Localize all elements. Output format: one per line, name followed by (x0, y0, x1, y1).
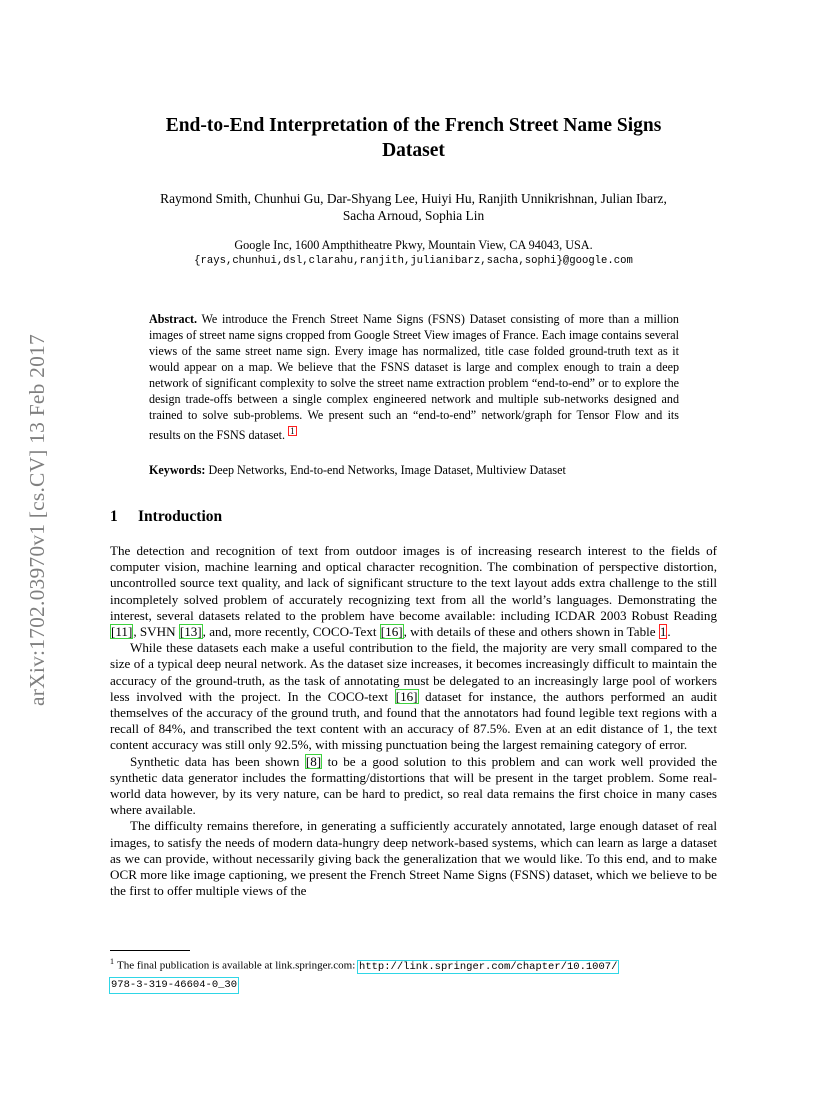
springer-url-link-part1[interactable]: http://link.springer.com/chapter/10.1007/ (359, 960, 618, 973)
authors-line-1: Raymond Smith, Chunhui Gu, Dar-Shyang Lee, Huiyi Hu, Ranjith Unnikrishnan, Julian Ibarz, (160, 191, 667, 206)
section-title: Introduction (138, 508, 223, 525)
footnote (110, 954, 720, 993)
p3-text-b: to be a good solution to this problem and can work well provided the synthetic data generator includes the formatting/distortions that will be present in the target problem. Some real-world data however, by its very nature, can be hard to predict, so real data remains the first choice in many cases where available. (110, 753, 718, 818)
footnote-text: The final publication is available at link.springer.com: (117, 959, 359, 972)
paper-title (100, 113, 727, 163)
abstract-footnote-link[interactable]: 1 (290, 426, 295, 436)
arxiv-sidebar (20, 290, 54, 750)
citation-link-11[interactable]: [11] (111, 624, 133, 640)
section-number: 1 (110, 508, 118, 525)
paragraph-4: The difficulty remains therefore, in generating a sufficiently accurately annotated, large enough dataset of real images, to satisfy the needs of modern data-hungry deep network-based systems, which can learn as large a dataset as we can provide, without necessarily giving back the generalization that we would like. To this end, and to make OCR more like image captioning, we present the French Street Name Signs (FSNS) dataset, which we believe to be the first to offer multiple views of the (110, 818, 717, 899)
citation-link-13[interactable]: [13] (179, 624, 202, 640)
footnote-divider (110, 950, 190, 951)
p1-text-b: , SVHN (133, 624, 179, 640)
citation-link-16[interactable]: [16] (380, 624, 403, 640)
abstract-label: Abstract. (149, 312, 198, 326)
p1-text-a: The detection and recognition of text from outdoor images is of increasing research interest to the fields of computer vision, machine learning and optical character recognition. The combination of perspective distortion, uncontrolled source text quality, and lack of significant structure to the text layout adds extra challenge to the still incompletely solved problem of accurately recognizing text from all the world’s languages. Demonstrating the interest, several datasets related to the problem have become available: including ICDAR 2003 Robust Reading (110, 543, 717, 623)
keywords (149, 462, 679, 478)
p2-text-b: dataset for instance, the authors performed an audit themselves of the accuracy of the ground truth, and found that the annotators had found legible text regions with a recall of 84%, and transcribed the text content with an accuracy of 87.5%. Even at an edit distance of 1, the text content accuracy was still only 92.5%, with missing punctuation being the largest remaining category of error. (110, 688, 717, 753)
p3-text-a: Synthetic data has been shown (130, 753, 305, 769)
title-line-1: End-to-End Interpretation of the French Street Name Signs (165, 115, 662, 136)
body-text (110, 543, 717, 899)
affiliation-block (100, 237, 727, 269)
springer-url-link-part2[interactable]: 978-3-319-46604-0_30 (111, 978, 238, 991)
table-ref-link[interactable]: 1 (659, 624, 667, 640)
p1-text-c: , and, more recently, COCO-Text (202, 624, 380, 640)
p1-text-e: . (667, 624, 671, 640)
title-line-2: Dataset (382, 140, 445, 161)
p2-text-a: While these datasets each make a useful contribution to the field, the majority are very small compared to the size of a typical deep neural network. As the dataset size increases, it becomes increasingly difficult to maintain the accuracy of the ground-truth, as the task of annotating must be delegated to an increasingly large pool of workers less involved with the project. In the COCO-text (110, 640, 717, 704)
arxiv-identifier: arXiv:1702.03970v1 [cs.CV] 13 Feb 2017 (25, 334, 49, 706)
paragraph-2 (110, 640, 717, 753)
citation-link-8[interactable]: [8] (305, 753, 322, 769)
affiliation: Google Inc, 1600 Ampthitheatre Pkwy, Mountain View, CA 94043, USA. (234, 238, 593, 252)
paragraph-1 (110, 543, 717, 640)
authors-line-2: Sacha Arnoud, Sophia Lin (342, 208, 485, 223)
abstract-text: We introduce the French Street Name Signs (FSNS) Dataset consisting of more than a million images of street name signs cropped from Google Street View images of France. Each image contains several views of the same street name sign. Every image has normalized, title case folded ground-truth text as it would appear on a map. We believe that the FSNS dataset is large and complex enough to train a deep network of significant complexity to solve the street name extraction problem “end-to-end” or to explore the design trade-offs between a single complex engineered network and multiple sub-networks designed and trained to solve sub-problems. We present such an “end-to-end” network/graph for Tensor Flow and its results on the FSNS dataset. (149, 312, 679, 443)
citation-link-16b[interactable]: [16] (395, 688, 418, 704)
p1-text-d: , with details of these and others shown in Table (403, 624, 659, 640)
keywords-label: Keywords: (149, 463, 206, 477)
abstract (149, 311, 679, 443)
author-list (100, 190, 727, 224)
section-heading (110, 507, 222, 527)
paragraph-3 (110, 754, 717, 819)
footnote-mark: 1 (110, 957, 114, 966)
keywords-text: Deep Networks, End-to-end Networks, Image Dataset, Multiview Dataset (208, 463, 566, 477)
author-emails: {rays,chunhui,dsl,clarahu,ranjith,julianibarz,sacha,sophi}@google.com (194, 255, 633, 267)
